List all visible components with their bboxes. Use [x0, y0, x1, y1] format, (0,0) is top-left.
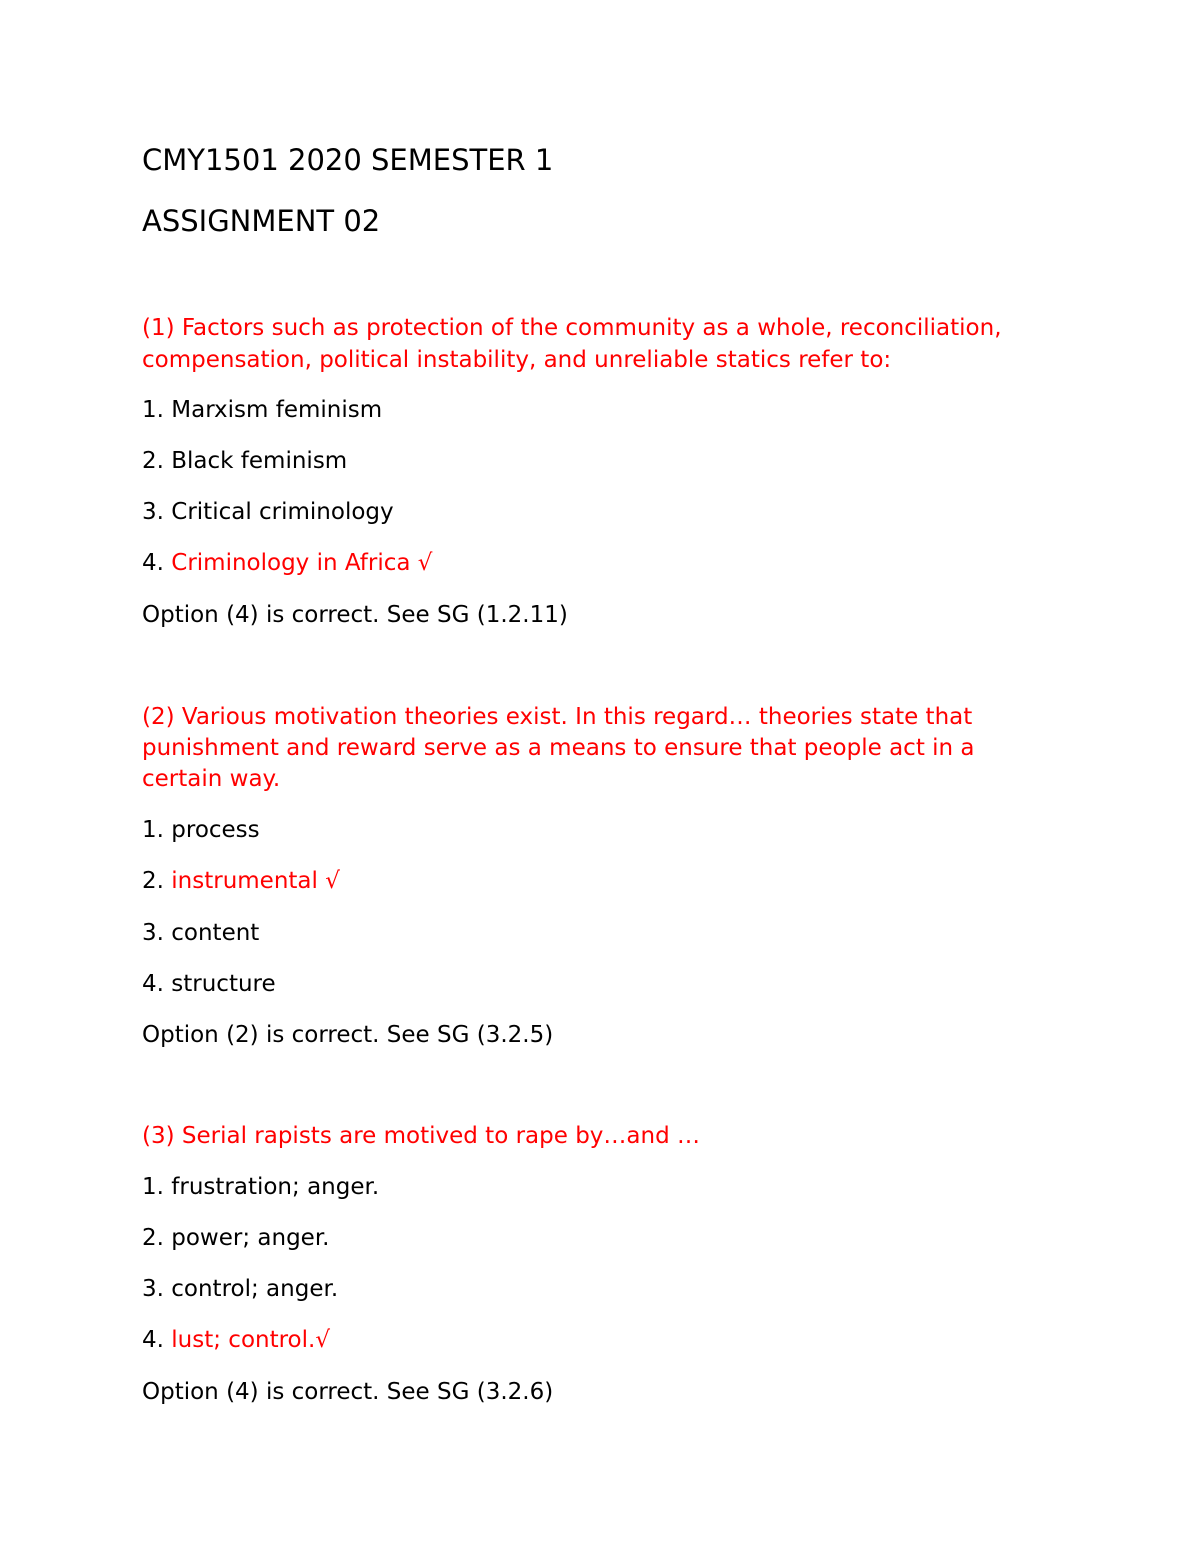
- correct-option-text: lust; control.√: [171, 1327, 330, 1353]
- question-1-text-line-2: compensation, political instability, and unreliable statics refer to:: [142, 347, 892, 373]
- question-3-explanation: Option (4) is correct. See SG (3.2.6): [142, 1379, 554, 1405]
- question-1-option-2: [142, 446, 347, 477]
- question-3-text-line-1: (3) Serial rapists are motived to rape by…and …: [142, 1123, 700, 1149]
- correct-option-text: Criminology in Africa √: [171, 550, 433, 576]
- question-1-option-3: [142, 497, 394, 528]
- option-text: content: [171, 920, 260, 946]
- option-number: 1.: [142, 1174, 172, 1200]
- question-3-option-4-correct: [142, 1325, 330, 1356]
- question-3-option-2: [142, 1223, 330, 1254]
- option-text: Marxism feminism: [171, 397, 383, 423]
- option-text: power; anger.: [171, 1225, 330, 1251]
- option-number: 4.: [142, 550, 172, 576]
- question-1-option-4-correct: [142, 548, 432, 579]
- option-number: 4.: [142, 971, 172, 997]
- option-text: Critical criminology: [171, 499, 394, 525]
- option-number: 2.: [142, 448, 172, 474]
- option-number: 4.: [142, 1327, 172, 1353]
- question-1-explanation: Option (4) is correct. See SG (1.2.11): [142, 602, 568, 628]
- question-3-option-3: [142, 1274, 338, 1305]
- assignment-title: ASSIGNMENT 02: [142, 204, 381, 238]
- question-1-text-line-1: (1) Factors such as protection of the community as a whole, reconciliation,: [142, 315, 1002, 341]
- option-number: 3.: [142, 499, 172, 525]
- course-title: CMY1501 2020 SEMESTER 1: [142, 143, 554, 177]
- option-number: 1.: [142, 397, 172, 423]
- correct-option-text: instrumental √: [171, 868, 340, 894]
- question-1-option-1: [142, 395, 382, 426]
- option-number: 3.: [142, 1276, 172, 1302]
- question-2-text-line-1: (2) Various motivation theories exist. In this regard… theories state that: [142, 704, 973, 730]
- question-2-explanation: Option (2) is correct. See SG (3.2.5): [142, 1022, 554, 1048]
- question-2-text-line-2: punishment and reward serve as a means to ensure that people act in a: [142, 735, 975, 761]
- option-number: 2.: [142, 1225, 172, 1251]
- question-2-option-4: [142, 969, 276, 1000]
- option-number: 3.: [142, 920, 172, 946]
- option-text: Black feminism: [171, 448, 348, 474]
- option-text: process: [171, 817, 260, 843]
- option-number: 1.: [142, 817, 172, 843]
- question-3-option-1: [142, 1172, 379, 1203]
- question-2-option-1: [142, 815, 260, 846]
- option-text: frustration; anger.: [171, 1174, 380, 1200]
- question-2-option-2-correct: [142, 866, 340, 897]
- question-2-text-line-3: certain way.: [142, 766, 281, 792]
- option-text: structure: [171, 971, 276, 997]
- option-number: 2.: [142, 868, 172, 894]
- question-2-option-3: [142, 918, 259, 949]
- option-text: control; anger.: [171, 1276, 339, 1302]
